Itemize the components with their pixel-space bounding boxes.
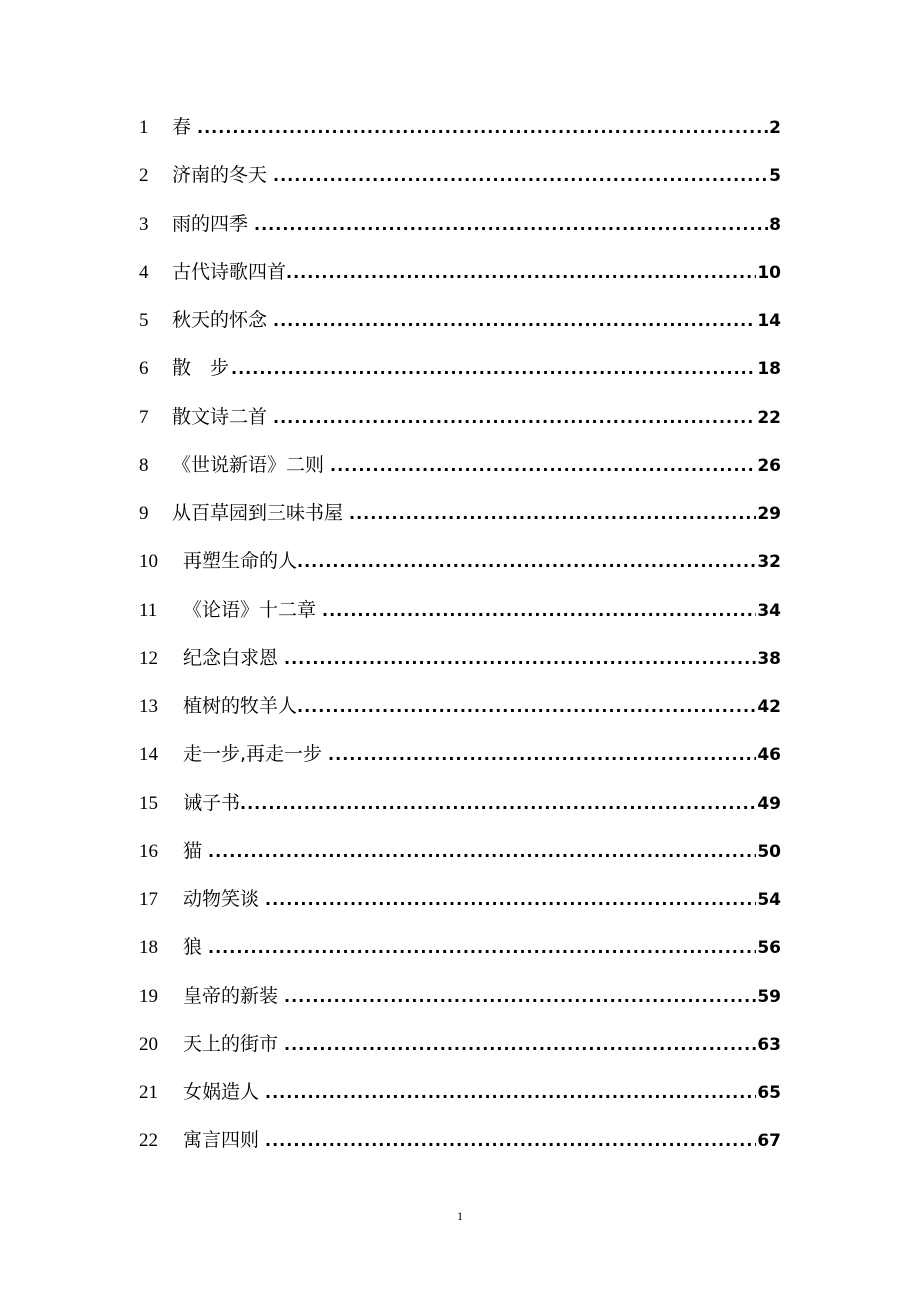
toc-entry[interactable] (139, 112, 781, 160)
entry-page-number: 8 (769, 214, 781, 235)
toc-entry[interactable] (139, 836, 781, 884)
dot-leader (330, 456, 756, 475)
entry-page-number: 50 (757, 841, 781, 862)
entry-title: 秋天的怀念 (172, 309, 268, 331)
entry-page-number: 65 (757, 1083, 781, 1103)
entry-number: 15 (139, 792, 158, 814)
entry-title: 济南的冬天 (172, 164, 268, 187)
toc-entry[interactable] (139, 595, 781, 643)
entry-number: 14 (139, 744, 158, 766)
entry-page-number: 34 (757, 600, 781, 621)
entry-title: 皇帝的新装 (183, 984, 279, 1007)
entry-number: 19 (139, 985, 158, 1007)
entry-title: 散文诗二首 (172, 405, 268, 428)
dot-leader (297, 552, 756, 571)
toc-entry[interactable] (139, 643, 781, 691)
toc-entry[interactable] (139, 450, 781, 498)
dot-leader (284, 987, 756, 1006)
dot-leader (240, 794, 756, 813)
entry-page-number: 38 (757, 648, 781, 669)
dot-leader (197, 118, 768, 137)
dot-leader (297, 697, 756, 716)
entry-number: 11 (139, 599, 158, 621)
entry-title: 《论语》十二章 (183, 598, 317, 621)
entry-page-number: 56 (757, 938, 781, 959)
dot-leader (208, 938, 756, 957)
entry-title: 《世说新语》二则 (172, 453, 325, 476)
entry-page-number: 63 (757, 1034, 781, 1055)
entry-title: 女娲造人 (183, 1081, 260, 1103)
toc-entry[interactable] (139, 160, 781, 208)
entry-title: 再塑生命的人 (183, 550, 298, 573)
dot-leader (273, 408, 756, 427)
toc-entry[interactable] (139, 353, 781, 401)
dot-leader (265, 1131, 756, 1150)
dot-leader (231, 359, 756, 378)
entry-number: 1 (139, 117, 149, 138)
dot-leader (273, 166, 768, 185)
table-of-contents (139, 112, 781, 1174)
dot-leader (284, 649, 756, 668)
entry-title: 从百草园到三味书屋 (172, 502, 344, 524)
toc-entry[interactable] (139, 884, 781, 932)
entry-page-number: 5 (769, 166, 781, 187)
entry-number: 10 (139, 551, 158, 573)
entry-page-number: 14 (757, 311, 781, 331)
entry-number: 9 (139, 503, 149, 524)
entry-title: 寓言四则 (183, 1129, 260, 1152)
entry-title: 散 步 (172, 357, 230, 380)
entry-number: 13 (139, 696, 158, 717)
entry-number: 17 (139, 889, 158, 910)
dot-leader (284, 1035, 756, 1054)
toc-entry[interactable] (139, 739, 781, 787)
entry-page-number: 46 (757, 745, 781, 766)
entry-page-number: 59 (757, 986, 781, 1007)
entry-number: 16 (139, 840, 158, 862)
entry-page-number: 29 (757, 504, 781, 524)
entry-number: 2 (139, 165, 149, 187)
toc-entry[interactable] (139, 1125, 781, 1173)
dot-leader (265, 890, 756, 909)
page-number-footer: 1 (457, 1209, 463, 1223)
entry-number: 8 (139, 454, 149, 476)
toc-entry[interactable] (139, 209, 781, 257)
dot-leader (208, 842, 756, 861)
toc-entry[interactable] (139, 546, 781, 594)
entry-page-number: 49 (757, 793, 781, 814)
entry-number: 12 (139, 647, 158, 669)
entry-title: 狼 (183, 936, 203, 959)
entry-number: 21 (139, 1082, 158, 1103)
toc-entry[interactable] (139, 1077, 781, 1125)
dot-leader (254, 215, 768, 234)
dot-leader (328, 745, 756, 764)
entry-title: 猫 (183, 839, 203, 862)
entry-title: 春 (172, 116, 192, 138)
entry-title: 诫子书 (183, 791, 241, 814)
entry-number: 4 (139, 261, 149, 283)
entry-title: 古代诗歌四首 (172, 260, 287, 283)
toc-entry[interactable] (139, 981, 781, 1029)
dot-leader (322, 601, 756, 620)
entry-page-number: 32 (757, 552, 781, 573)
toc-entry[interactable] (139, 1029, 781, 1077)
entry-title: 走一步,再走一步 (183, 743, 323, 766)
dot-leader (265, 1083, 756, 1102)
entry-title: 纪念白求恩 (183, 646, 279, 669)
entry-page-number: 2 (769, 118, 781, 138)
entry-title: 天上的街市 (183, 1032, 279, 1055)
dot-leader (286, 263, 756, 282)
entry-number: 6 (139, 358, 149, 380)
entry-number: 5 (139, 310, 149, 331)
toc-entry[interactable] (139, 788, 781, 836)
entry-title: 雨的四季 (172, 212, 249, 235)
entry-number: 3 (139, 213, 149, 235)
toc-entry[interactable] (139, 402, 781, 450)
entry-number: 22 (139, 1130, 158, 1152)
entry-page-number: 18 (757, 359, 781, 380)
entry-title: 动物笑谈 (183, 888, 260, 910)
entry-page-number: 26 (757, 455, 781, 476)
entry-page-number: 42 (757, 697, 781, 717)
toc-entry[interactable] (139, 257, 781, 305)
toc-entry[interactable] (139, 932, 781, 980)
entry-page-number: 22 (757, 407, 781, 428)
entry-number: 7 (139, 406, 149, 428)
entry-page-number: 54 (757, 890, 781, 910)
toc-entry[interactable] (139, 498, 781, 546)
toc-entry[interactable] (139, 691, 781, 739)
entry-title: 植树的牧羊人 (183, 695, 298, 717)
entry-page-number: 67 (757, 1131, 781, 1152)
entry-number: 20 (139, 1033, 158, 1055)
toc-entry[interactable] (139, 305, 781, 353)
entry-number: 18 (139, 937, 158, 959)
dot-leader (349, 504, 756, 523)
entry-page-number: 10 (757, 262, 781, 283)
dot-leader (273, 311, 756, 330)
